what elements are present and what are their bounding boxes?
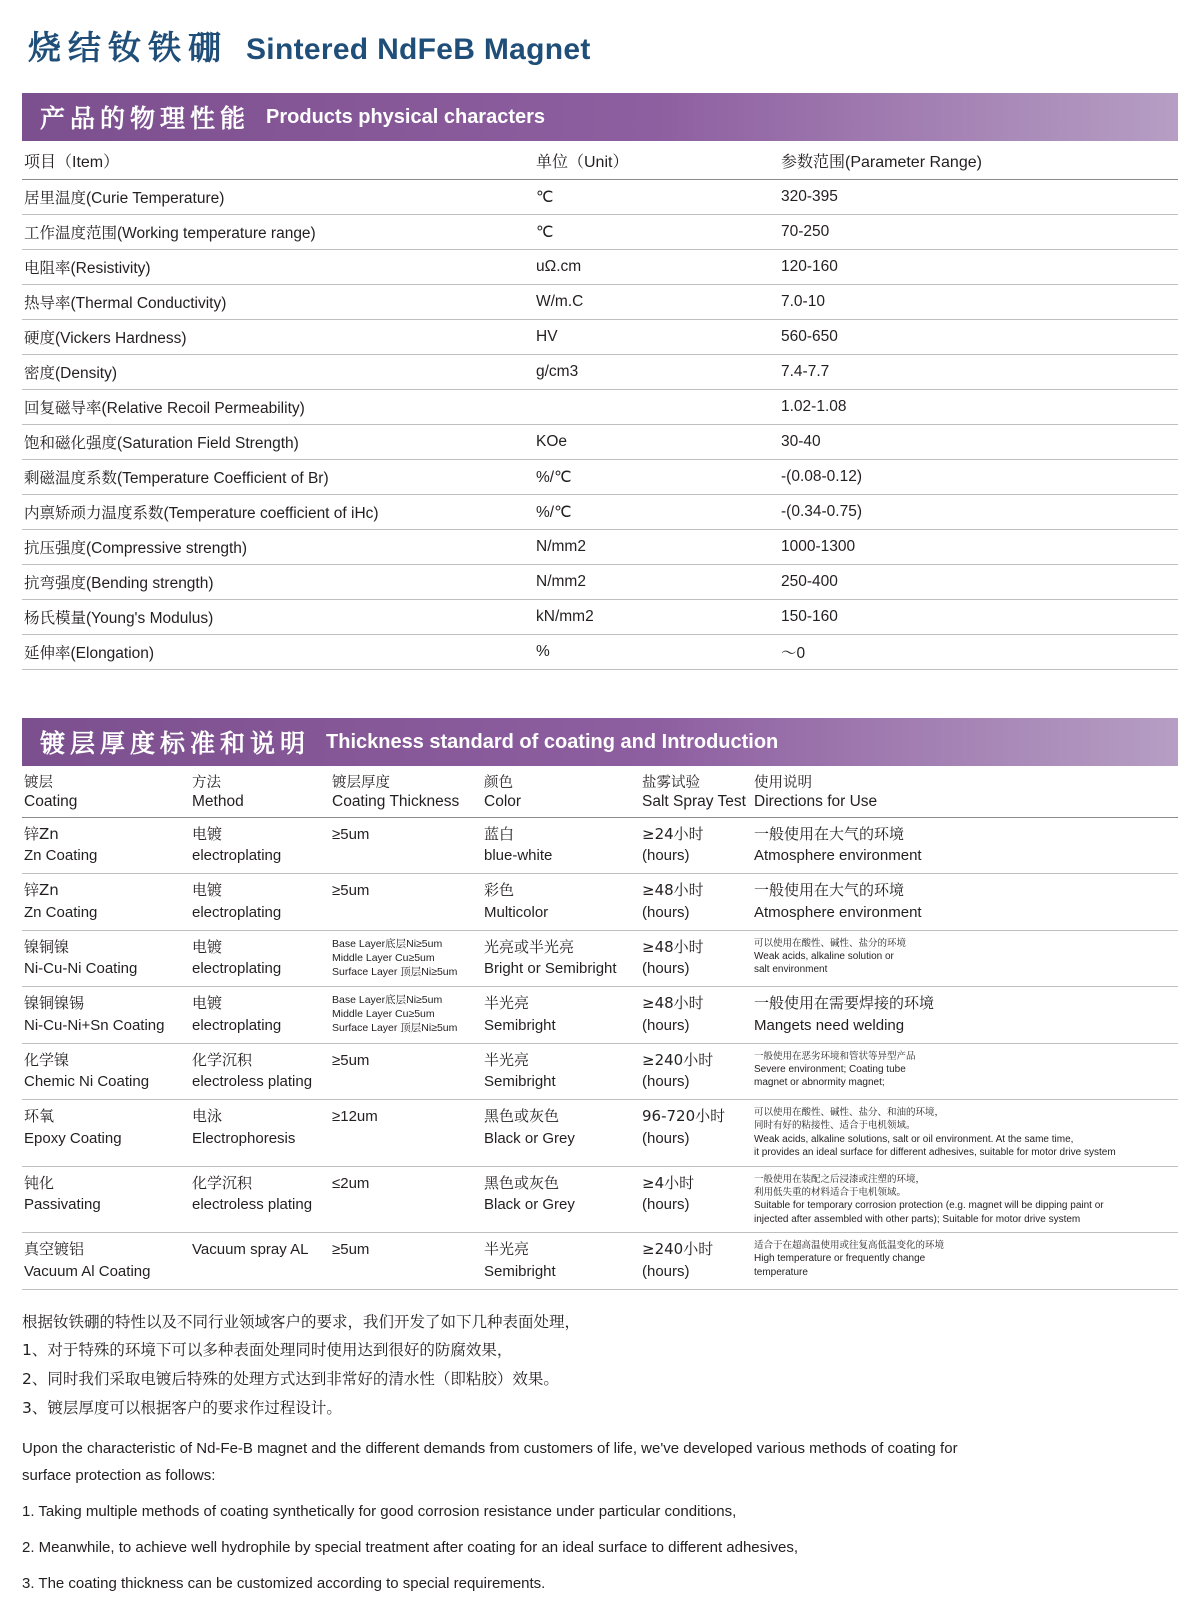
cell-item: 硬度(Vickers Hardness) bbox=[22, 320, 534, 355]
cell-thickness: Base Layer底层Ni≥5um Middle Layer Cu≥5um Surface Layer 顶层Ni≥5um bbox=[330, 987, 482, 1044]
cell-item: 延伸率(Elongation) bbox=[22, 635, 534, 670]
cell-directions: 一般使用在需要焊接的环境 Mangets need welding bbox=[752, 987, 1178, 1044]
cell-item: 工作温度范围(Working temperature range) bbox=[22, 215, 534, 250]
cell-directions: 一般使用在恶劣环境和管状等异型产品 Severe environment; Coating tube magnet or abnormity magnet; bbox=[752, 1043, 1178, 1100]
table-row bbox=[22, 530, 1178, 565]
cell-unit: HV bbox=[534, 320, 779, 355]
table-row bbox=[22, 1166, 1178, 1233]
cell-unit: W/m.C bbox=[534, 285, 779, 320]
cell-unit: ℃ bbox=[534, 215, 779, 250]
cell-range: 320-395 bbox=[779, 180, 1178, 215]
cell-thickness: ≤2um bbox=[330, 1166, 482, 1233]
table-row bbox=[22, 600, 1178, 635]
table-row bbox=[22, 1100, 1178, 1167]
cell-range: 30-40 bbox=[779, 425, 1178, 460]
table-row bbox=[22, 1233, 1178, 1290]
note-cn-1: 1、对于特殊的环境下可以多种表面处理同时使用达到很好的防腐效果， bbox=[22, 1341, 513, 1360]
cell-item: 抗压强度(Compressive strength) bbox=[22, 530, 534, 565]
cell-coating: 锌Zn Zn Coating bbox=[22, 874, 190, 931]
cell-unit: ℃ bbox=[534, 180, 779, 215]
cell-range: 7.0-10 bbox=[779, 285, 1178, 320]
cell-range: 7.4-7.7 bbox=[779, 355, 1178, 390]
table-row bbox=[22, 930, 1178, 987]
cell-salt-spray: ≥48小时 (hours) bbox=[640, 874, 752, 931]
column-header-coating-cn: 镀层 bbox=[24, 775, 53, 791]
cell-method: 电泳 Electrophoresis bbox=[190, 1100, 330, 1167]
cell-range: ～0 bbox=[779, 635, 1178, 670]
cell-unit: %/℃ bbox=[534, 495, 779, 530]
cell-color: 半光亮 Semibright bbox=[482, 1043, 640, 1100]
cell-range: -(0.34-0.75) bbox=[779, 495, 1178, 530]
cell-directions: 适合于在超高温使用或往复高低温变化的环境 High temperature or frequently change temperature bbox=[752, 1233, 1178, 1290]
cell-salt-spray: ≥48小时 (hours) bbox=[640, 930, 752, 987]
cell-unit: kN/mm2 bbox=[534, 600, 779, 635]
column-header-thickness-en: Coating Thickness bbox=[332, 793, 460, 811]
cell-item: 杨氏模量(Young's Modulus) bbox=[22, 600, 534, 635]
section1-header-chinese: 产品的物理性能 bbox=[40, 104, 251, 133]
cell-method: 电镀 electroplating bbox=[190, 874, 330, 931]
column-header-thickness bbox=[330, 768, 482, 817]
cell-item: 热导率(Thermal Conductivity) bbox=[22, 285, 534, 320]
cell-thickness: ≥5um bbox=[330, 874, 482, 931]
table-row bbox=[22, 285, 1178, 320]
cell-coating: 钝化 Passivating bbox=[22, 1166, 190, 1233]
column-header-unit: 单位（Unit） bbox=[534, 141, 779, 180]
table-row bbox=[22, 425, 1178, 460]
cell-item: 居里温度(Curie Temperature) bbox=[22, 180, 534, 215]
note-en-3: 3. The coating thickness can be customized according to special requirements. bbox=[22, 1575, 546, 1593]
cell-item: 内禀矫顽力温度系数(Temperature coefficient of iHc) bbox=[22, 495, 534, 530]
page-title-english: Sintered NdFeB Magnet bbox=[246, 33, 591, 66]
cell-range: 560-650 bbox=[779, 320, 1178, 355]
column-header-method bbox=[190, 768, 330, 817]
section2-header-english: Thickness standard of coating and Introduction bbox=[326, 730, 779, 753]
table-row bbox=[22, 355, 1178, 390]
cell-color: 蓝白 blue-white bbox=[482, 817, 640, 874]
cell-item: 抗弯强度(Bending strength) bbox=[22, 565, 534, 600]
table-row bbox=[22, 635, 1178, 670]
cell-color: 光亮或半光亮 Bright or Semibright bbox=[482, 930, 640, 987]
cell-salt-spray: ≥48小时 (hours) bbox=[640, 987, 752, 1044]
column-header-color-en: Color bbox=[484, 793, 522, 811]
cell-color: 半光亮 Semibright bbox=[482, 1233, 640, 1290]
cell-coating: 化学镍 Chemic Ni Coating bbox=[22, 1043, 190, 1100]
table-row bbox=[22, 987, 1178, 1044]
cell-thickness: ≥5um bbox=[330, 817, 482, 874]
page-title bbox=[22, 0, 1178, 69]
cell-salt-spray: ≥4小时 (hours) bbox=[640, 1166, 752, 1233]
cell-unit: uΩ.cm bbox=[534, 250, 779, 285]
cell-method: 化学沉积 electroless plating bbox=[190, 1043, 330, 1100]
notes-section bbox=[22, 1308, 1178, 1598]
note-cn-3: 3、镀层厚度可以根据客户的要求作过程设计。 bbox=[22, 1398, 342, 1417]
cell-unit: N/mm2 bbox=[534, 565, 779, 600]
cell-range: 1.02-1.08 bbox=[779, 390, 1178, 425]
column-header-salt-spray bbox=[640, 768, 752, 817]
cell-salt-spray: ≥240小时 (hours) bbox=[640, 1233, 752, 1290]
table-row bbox=[22, 180, 1178, 215]
column-header-method-cn: 方法 bbox=[192, 775, 221, 791]
cell-coating: 镍铜镍锡 Ni-Cu-Ni+Sn Coating bbox=[22, 987, 190, 1044]
cell-salt-spray: ≥24小时 (hours) bbox=[640, 817, 752, 874]
cell-coating: 环氧 Epoxy Coating bbox=[22, 1100, 190, 1167]
cell-directions: 一般使用在大气的环境 Atmosphere environment bbox=[752, 874, 1178, 931]
cell-unit: N/mm2 bbox=[534, 530, 779, 565]
table-row bbox=[22, 565, 1178, 600]
table-header-row bbox=[22, 768, 1178, 817]
column-header-thickness-cn: 镀层厚度 bbox=[332, 775, 390, 791]
table-row bbox=[22, 817, 1178, 874]
cell-range: 1000-1300 bbox=[779, 530, 1178, 565]
cell-method: 电镀 electroplating bbox=[190, 987, 330, 1044]
cell-thickness: ≥5um bbox=[330, 1043, 482, 1100]
column-header-item: 项目（Item） bbox=[22, 141, 534, 180]
cell-thickness: ≥5um bbox=[330, 1233, 482, 1290]
column-header-range: 参数范围(Parameter Range) bbox=[779, 141, 1178, 180]
note-en-1: 1. Taking multiple methods of coating synthetically for good corrosion resistance under particular conditions, bbox=[22, 1502, 737, 1520]
cell-directions: 一般使用在装配之后浸漆或注塑的环境， 利用低失重的材料适合于电机领域。 Suitable for temporary corrosion protection (e.g. magnet will be dipping paint or injected after assembled with other parts); Suitable for motor drive system bbox=[752, 1166, 1178, 1233]
table-row bbox=[22, 495, 1178, 530]
cell-salt-spray: 96-720小时 (hours) bbox=[640, 1100, 752, 1167]
column-header-coating-en: Coating bbox=[24, 793, 78, 811]
column-header-directions-en: Directions for Use bbox=[754, 793, 878, 811]
cell-method: 电镀 electroplating bbox=[190, 930, 330, 987]
column-header-color bbox=[482, 768, 640, 817]
cell-range: 70-250 bbox=[779, 215, 1178, 250]
cell-color: 彩色 Multicolor bbox=[482, 874, 640, 931]
cell-item: 电阻率(Resistivity) bbox=[22, 250, 534, 285]
cell-range: -(0.08-0.12) bbox=[779, 460, 1178, 495]
section1-header-english: Products physical characters bbox=[266, 105, 546, 128]
note-en-intro-line2: surface protection as follows: bbox=[22, 1466, 216, 1484]
physical-characters-table bbox=[22, 141, 1178, 670]
page-title-chinese: 烧结钕铁硼 bbox=[28, 28, 228, 67]
cell-coating: 镍铜镍 Ni-Cu-Ni Coating bbox=[22, 930, 190, 987]
section2-header-chinese: 镀层厚度标准和说明 bbox=[40, 729, 311, 758]
table-row bbox=[22, 1043, 1178, 1100]
cell-item: 饱和磁化强度(Saturation Field Strength) bbox=[22, 425, 534, 460]
table-row bbox=[22, 874, 1178, 931]
cell-range: 150-160 bbox=[779, 600, 1178, 635]
cell-directions: 可以使用在酸性、碱性、盐分的环境 Weak acids, alkaline solution or salt environment bbox=[752, 930, 1178, 987]
cell-thickness: ≥12um bbox=[330, 1100, 482, 1167]
section-header-physical-characters bbox=[22, 93, 1178, 141]
cell-unit: g/cm3 bbox=[534, 355, 779, 390]
table-row bbox=[22, 215, 1178, 250]
cell-unit: % bbox=[534, 635, 779, 670]
table-row bbox=[22, 250, 1178, 285]
coating-thickness-table bbox=[22, 768, 1178, 1290]
cell-item: 回复磁导率(Relative Recoil Permeability) bbox=[22, 390, 534, 425]
note-en-intro-line1: Upon the characteristic of Nd-Fe-B magnet and the different demands from customers of life, we've developed various methods of coating for bbox=[22, 1440, 958, 1458]
section-header-coating-thickness bbox=[22, 718, 1178, 766]
note-en-2: 2. Meanwhile, to achieve well hydrophile by special treatment after coating for an ideal surface to different adhesives, bbox=[22, 1539, 798, 1557]
column-header-salt-en: Salt Spray Test bbox=[642, 793, 746, 811]
column-header-directions bbox=[752, 768, 1178, 817]
table-row bbox=[22, 320, 1178, 355]
cell-item: 密度(Density) bbox=[22, 355, 534, 390]
note-cn-2: 2、同时我们采取电镀后特殊的处理方式达到非常好的清水性（即粘胶）效果。 bbox=[22, 1370, 559, 1389]
cell-salt-spray: ≥240小时 (hours) bbox=[640, 1043, 752, 1100]
table-row bbox=[22, 460, 1178, 495]
cell-directions: 可以使用在酸性、碱性、盐分、和油的环境， 同时有好的粘接性、适合于电机领域。 Weak acids, alkaline solutions, salt or oil environment. At the same time, it provides an ideal surface for different adhesives, suitable for motor drive system bbox=[752, 1100, 1178, 1167]
cell-unit bbox=[534, 390, 779, 425]
cell-item: 剩磁温度系数(Temperature Coefficient of Br) bbox=[22, 460, 534, 495]
note-cn-intro: 根据钕铁硼的特性以及不同行业领域客户的要求，我们开发了如下几种表面处理， bbox=[22, 1312, 581, 1331]
cell-coating: 锌Zn Zn Coating bbox=[22, 817, 190, 874]
cell-unit: KOe bbox=[534, 425, 779, 460]
cell-method: 电镀 electroplating bbox=[190, 817, 330, 874]
cell-range: 120-160 bbox=[779, 250, 1178, 285]
cell-directions: 一般使用在大气的环境 Atmosphere environment bbox=[752, 817, 1178, 874]
cell-method: Vacuum spray AL bbox=[190, 1233, 330, 1290]
cell-method: 化学沉积 electroless plating bbox=[190, 1166, 330, 1233]
column-header-directions-cn: 使用说明 bbox=[754, 775, 812, 791]
column-header-color-cn: 颜色 bbox=[484, 775, 513, 791]
column-header-method-en: Method bbox=[192, 793, 244, 811]
column-header-coating bbox=[22, 768, 190, 817]
cell-coating: 真空镀铝 Vacuum Al Coating bbox=[22, 1233, 190, 1290]
table-header-row bbox=[22, 141, 1178, 180]
cell-unit: %/℃ bbox=[534, 460, 779, 495]
cell-color: 半光亮 Semibright bbox=[482, 987, 640, 1044]
column-header-salt-cn: 盐雾试验 bbox=[642, 775, 700, 791]
table-row bbox=[22, 390, 1178, 425]
cell-range: 250-400 bbox=[779, 565, 1178, 600]
cell-thickness: Base Layer底层Ni≥5um Middle Layer Cu≥5um Surface Layer 顶层Ni≥5um bbox=[330, 930, 482, 987]
cell-color: 黑色或灰色 Black or Grey bbox=[482, 1166, 640, 1233]
cell-color: 黑色或灰色 Black or Grey bbox=[482, 1100, 640, 1167]
